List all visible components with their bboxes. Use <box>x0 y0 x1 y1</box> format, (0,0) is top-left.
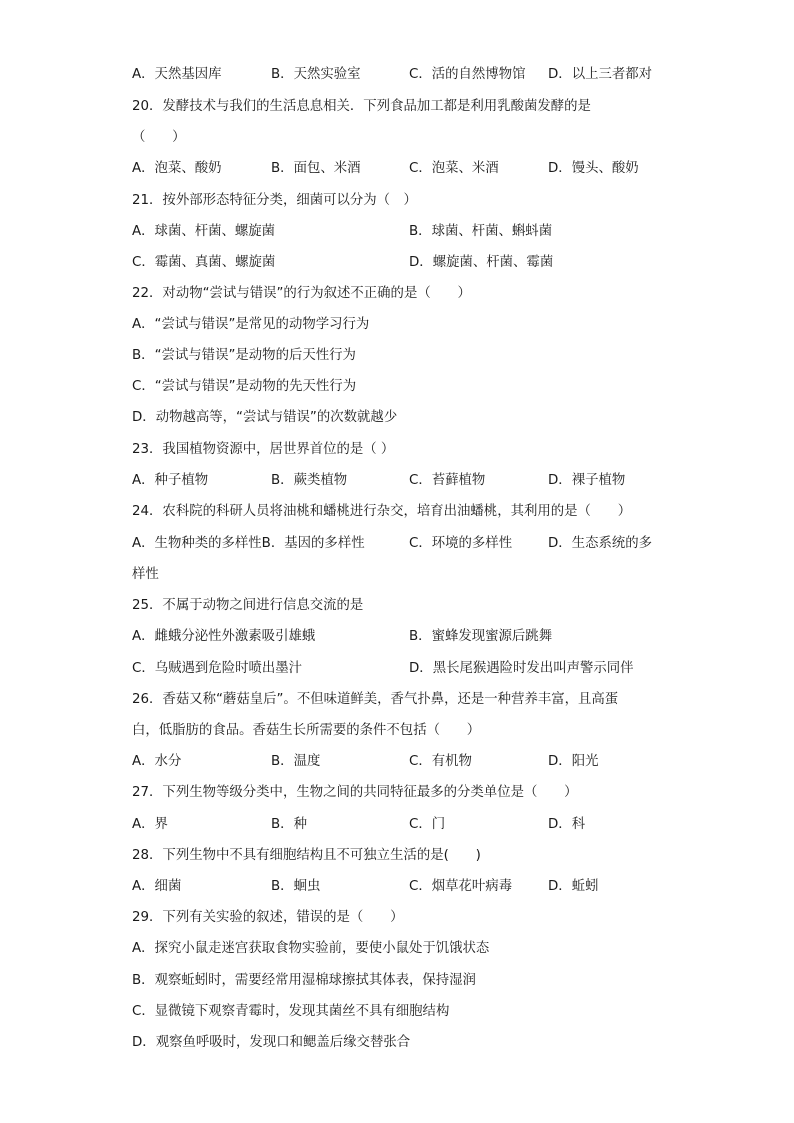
q22-option-d: D．动物越高等，“尝试与错误”的次数就越少 <box>132 410 398 425</box>
q24-stem: 24．农科院的科研人员将油桃和蟠桃进行杂交，培育出油蟠桃，其利用的是（ ） <box>132 504 632 519</box>
q25-option-c: C．乌贼遇到危险时喷出墨汁 <box>132 661 303 676</box>
q27-option-c: C．门 <box>409 817 446 832</box>
q19-option-d: D．以上三者都对 <box>548 67 653 82</box>
q22-option-c: C．“尝试与错误”是动物的先天性行为 <box>132 379 357 394</box>
q27-option-a: A．界 <box>132 817 168 832</box>
q28-stem: 28．下列生物中不具有细胞结构且不可独立生活的是( ) <box>132 848 481 863</box>
q19-option-c: C．活的自然博物馆 <box>409 67 526 82</box>
q27-stem: 27．下列生物等级分类中，生物之间的共同特征最多的分类单位是（ ） <box>132 785 578 800</box>
q20-option-d: D．馒头、酸奶 <box>548 161 639 176</box>
q23-option-b: B．蕨类植物 <box>271 473 348 488</box>
q24-option-c: C．环境的多样性 <box>409 536 513 551</box>
q22-option-a: A．“尝试与错误”是常见的动物学习行为 <box>132 317 370 332</box>
q29-stem: 29．下列有关实验的叙述，错误的是（ ） <box>132 910 404 925</box>
q25-option-b: B．蜜蜂发现蜜源后跳舞 <box>409 629 553 644</box>
q22-option-b: B．“尝试与错误”是动物的后天性行为 <box>132 348 356 363</box>
q27-option-d: D．科 <box>548 817 586 832</box>
q23-option-a: A．种子植物 <box>132 473 209 488</box>
q25-stem: 25．不属于动物之间进行信息交流的是 <box>132 598 364 613</box>
q21-option-c: C．霉菌、真菌、螺旋菌 <box>132 255 276 270</box>
q20-option-b: B．面包、米酒 <box>271 161 361 176</box>
q26-stem-line1: 26．香菇又称“蘑菇皇后”。不但味道鲜美，香气扑鼻，还是一种营养丰富，且高蛋 <box>132 692 619 707</box>
q28-option-b: B．蛔虫 <box>271 879 321 894</box>
q21-stem: 21．按外部形态特征分类，细菌可以分为（ ） <box>132 193 417 208</box>
q20-blank: （ ） <box>132 130 186 145</box>
q26-option-b: B．温度 <box>271 754 321 769</box>
q21-option-d: D．螺旋菌、杆菌、霉菌 <box>409 255 554 270</box>
q23-option-c: C．苔藓植物 <box>409 473 486 488</box>
q20-option-c: C．泡菜、米酒 <box>409 161 499 176</box>
q22-stem: 22．对动物“尝试与错误”的行为叙述不正确的是（ ） <box>132 286 471 301</box>
q26-stem-line2: 白，低脂肪的食品。香菇生长所需要的条件不包括（ ） <box>132 723 481 738</box>
q23-stem: 23．我国植物资源中，居世界首位的是（ ） <box>132 442 395 457</box>
q25-option-a: A．雌蛾分泌性外激素吸引雄蛾 <box>132 629 316 644</box>
q19-option-b: B．天然实验室 <box>271 67 361 82</box>
q28-option-a: A．细菌 <box>132 879 182 894</box>
q21-option-b: B．球菌、杆菌、蝌蚪菌 <box>409 224 553 239</box>
q28-option-d: D．蚯蚓 <box>548 879 599 894</box>
q29-option-b: B．观察蚯蚓时，需要经常用湿棉球擦拭其体表，保持湿润 <box>132 973 476 988</box>
q29-option-d: D．观察鱼呼吸时，发现口和鳃盖后缘交替张合 <box>132 1035 411 1050</box>
q26-option-a: A．水分 <box>132 754 182 769</box>
q24-option-d-continued: 样性 <box>132 567 159 582</box>
q24-options-ab: A．生物种类的多样性B．基因的多样性 <box>132 536 365 551</box>
q23-option-d: D．裸子植物 <box>548 473 626 488</box>
q26-option-c: C．有机物 <box>409 754 472 769</box>
q21-option-a: A．球菌、杆菌、螺旋菌 <box>132 224 276 239</box>
q28-option-c: C．烟草花叶病毒 <box>409 879 513 894</box>
q24-option-d: D．生态系统的多 <box>548 536 653 551</box>
q29-option-c: C．显微镜下观察青霉时，发现其菌丝不具有细胞结构 <box>132 1004 450 1019</box>
q20-stem: 20．发酵技术与我们的生活息息相关．下列食品加工都是利用乳酸菌发酵的是 <box>132 99 591 114</box>
q27-option-b: B．种 <box>271 817 307 832</box>
q26-option-d: D．阳光 <box>548 754 599 769</box>
q29-option-a: A．探究小鼠走迷宫获取食物实验前，要使小鼠处于饥饿状态 <box>132 941 490 956</box>
q19-option-a: A．天然基因库 <box>132 67 222 82</box>
q20-option-a: A．泡菜、酸奶 <box>132 161 222 176</box>
q25-option-d: D．黑长尾猴遇险时发出叫声警示同伴 <box>409 661 634 676</box>
